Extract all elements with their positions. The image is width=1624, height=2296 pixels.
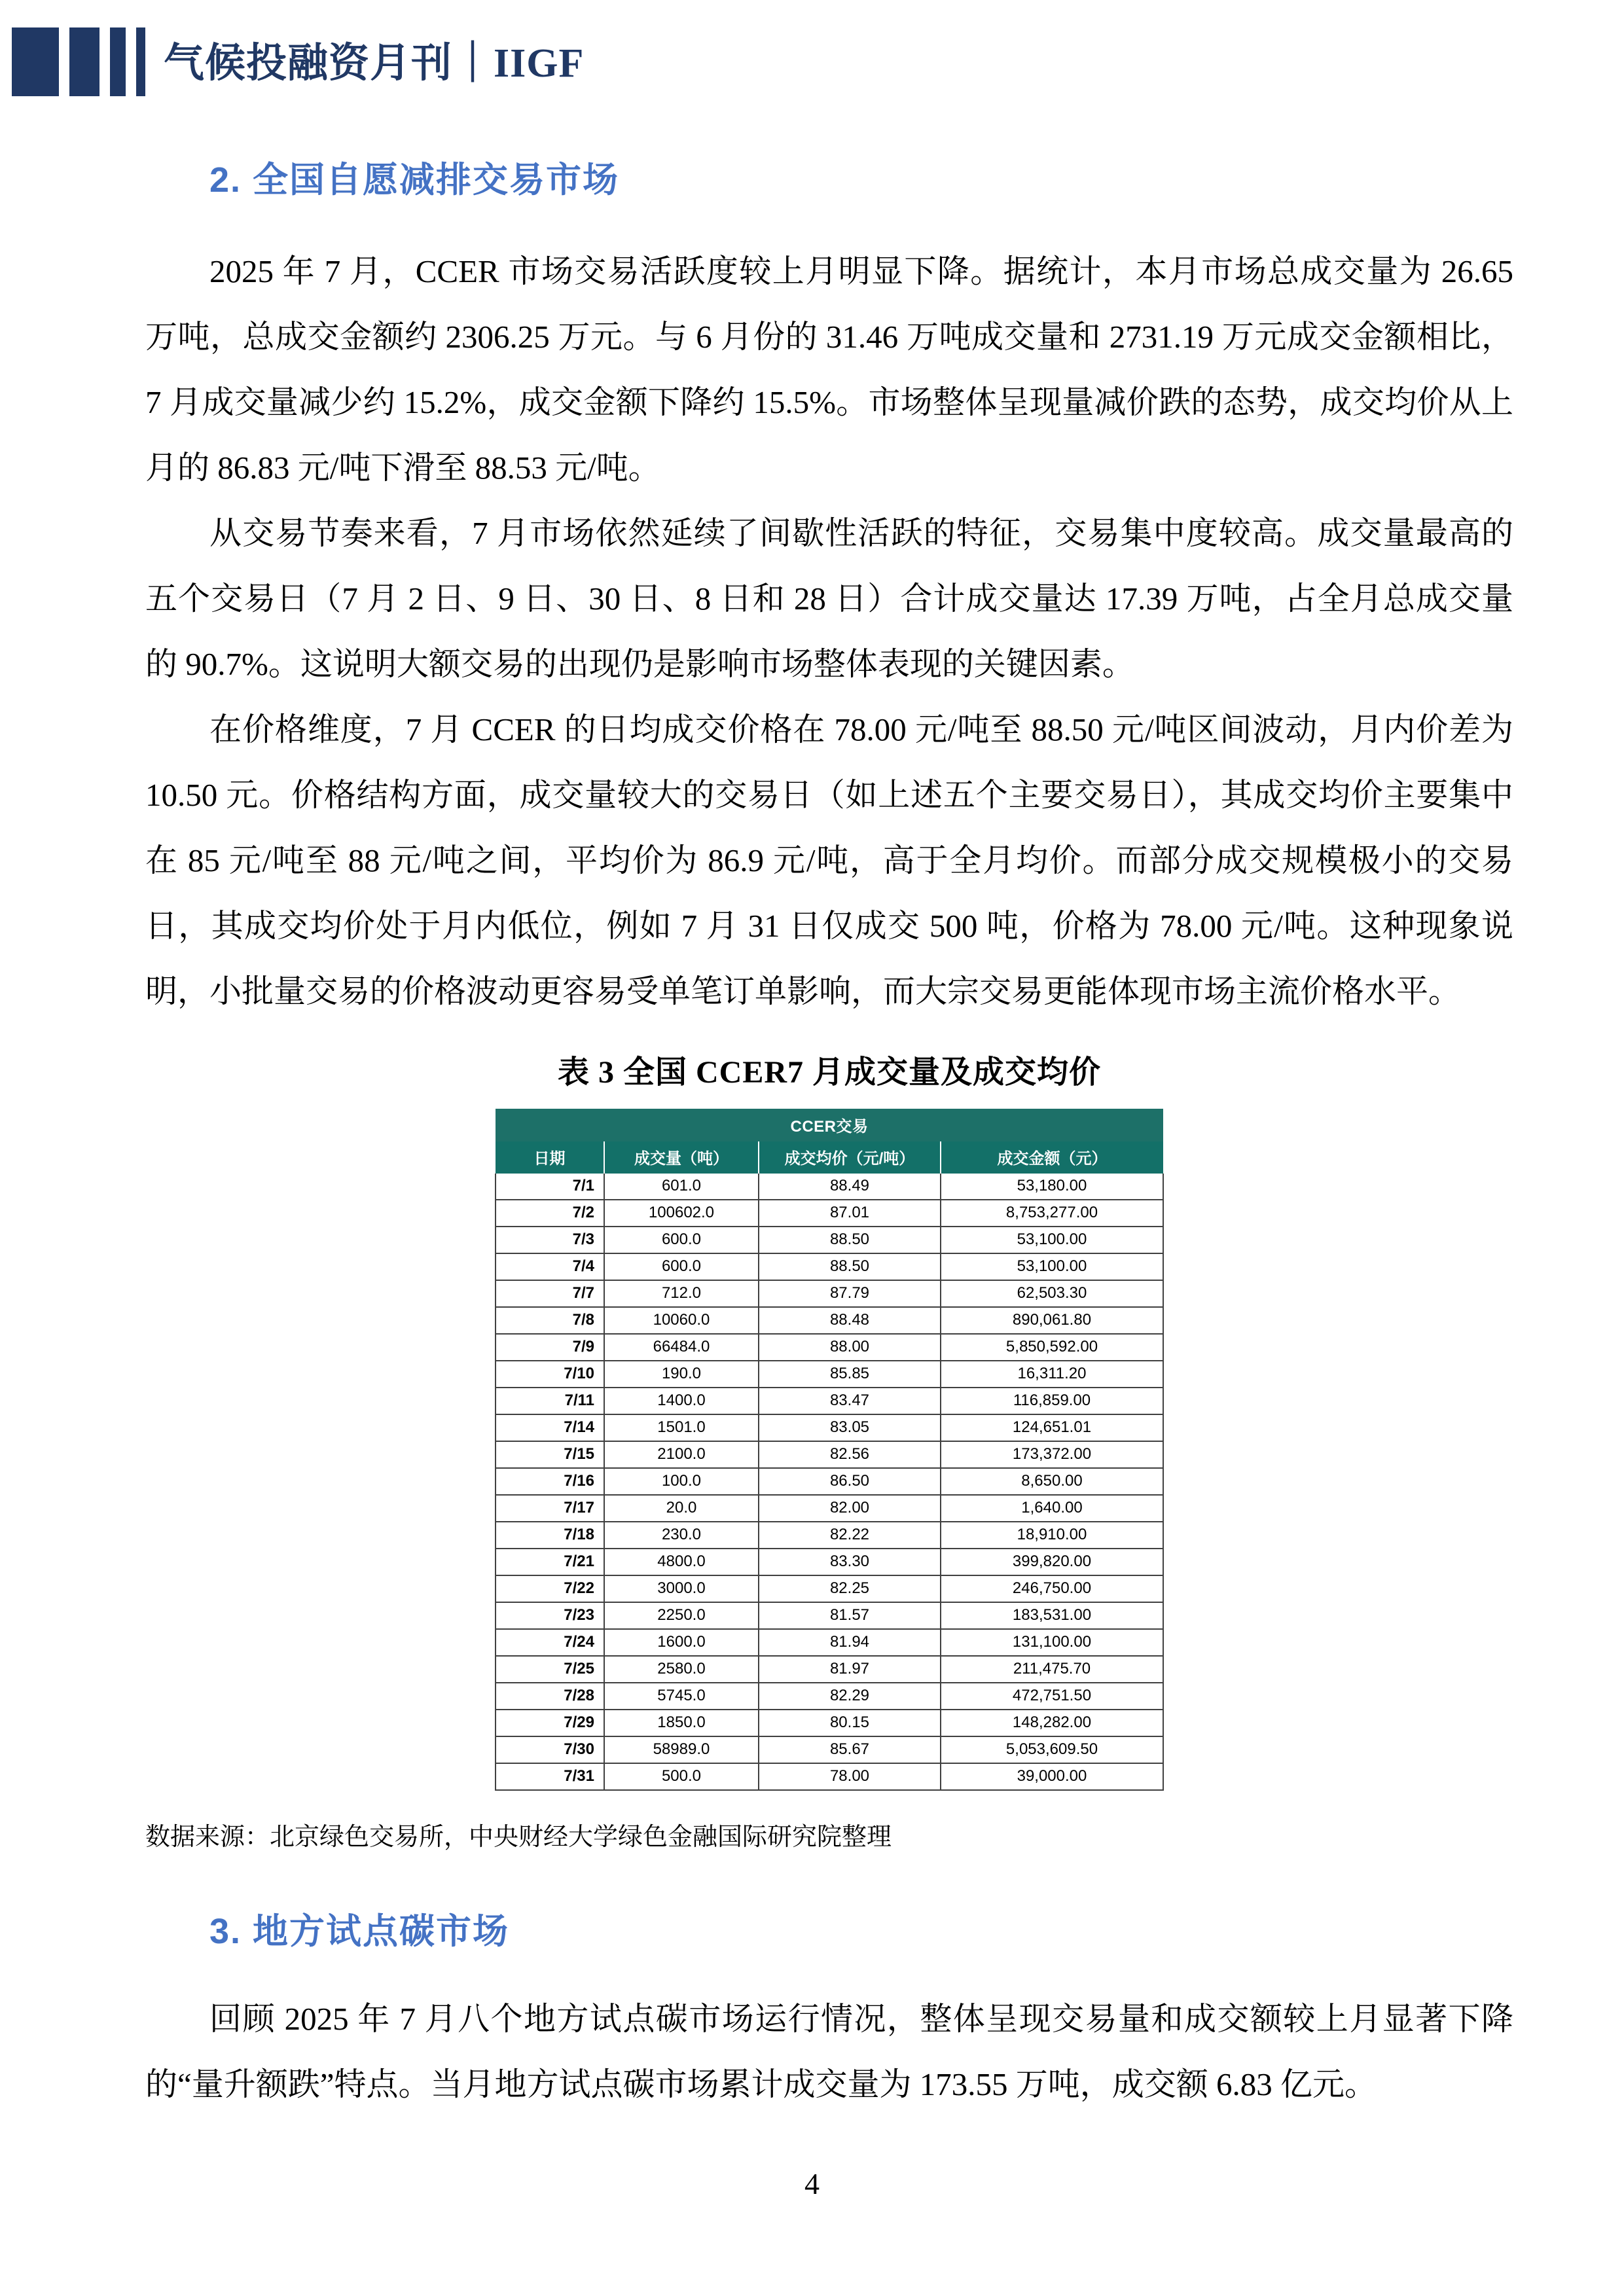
cell-avg-price: 83.47 — [759, 1388, 941, 1414]
cell-date: 7/11 — [496, 1388, 604, 1414]
cell-volume: 66484.0 — [604, 1334, 759, 1361]
cell-date: 7/3 — [496, 1227, 604, 1253]
table-row — [496, 1468, 1163, 1495]
cell-avg-price: 82.22 — [759, 1522, 941, 1549]
table-row — [496, 1414, 1163, 1441]
cell-volume: 601.0 — [604, 1174, 759, 1200]
cell-avg-price: 82.25 — [759, 1575, 941, 1602]
cell-volume: 100602.0 — [604, 1200, 759, 1227]
cell-date: 7/16 — [496, 1468, 604, 1495]
cell-volume: 1600.0 — [604, 1629, 759, 1656]
cell-avg-price: 82.00 — [759, 1495, 941, 1522]
cell-avg-price: 82.56 — [759, 1441, 941, 1468]
cell-amount: 124,651.01 — [941, 1414, 1163, 1441]
table-row — [496, 1549, 1163, 1575]
cell-volume: 190.0 — [604, 1361, 759, 1388]
cell-avg-price: 87.01 — [759, 1200, 941, 1227]
cell-amount: 173,372.00 — [941, 1441, 1163, 1468]
spacer — [145, 1791, 1513, 1814]
cell-avg-price: 83.30 — [759, 1549, 941, 1575]
table-source-note: 数据来源：北京绿色交易所，中央财经大学绿色金融国际研究院整理 — [145, 1823, 892, 1851]
table-row — [496, 1602, 1163, 1629]
cell-date: 7/4 — [496, 1253, 604, 1280]
cell-avg-price: 81.57 — [759, 1602, 941, 1629]
cell-amount: 16,311.20 — [941, 1361, 1163, 1388]
cell-date: 7/30 — [496, 1736, 604, 1763]
cell-amount: 8,650.00 — [941, 1468, 1163, 1495]
table-caption: 表 3 全国 CCER7 月成交量及成交均价 — [557, 1055, 1101, 1090]
cell-date: 7/15 — [496, 1441, 604, 1468]
cell-date: 7/22 — [496, 1575, 604, 1602]
document-body — [145, 152, 1513, 2117]
cell-amount: 8,753,277.00 — [941, 1200, 1163, 1227]
cell-date: 7/9 — [496, 1334, 604, 1361]
cell-volume: 58989.0 — [604, 1736, 759, 1763]
cell-amount: 53,180.00 — [941, 1174, 1163, 1200]
cell-avg-price: 81.94 — [759, 1629, 941, 1656]
table-row — [496, 1253, 1163, 1280]
cell-date: 7/2 — [496, 1200, 604, 1227]
paragraph-ccer-overview: 2025 年 7 月，CCER 市场交易活跃度较上月明显下降。据统计，本月市场总成交量为 26.65 万吨，总成交金额约 2306.25 万元。与 6 月份的 31.46 万吨成交量和 2731.19 万元成交金额相比，7 月成交量减少约 15.2%，成交金额下降约 15.5%。市场整体呈现量减价跌的态势，成交均价从上月的 86.83 元/吨下滑至 88.53 元/吨。 — [145, 253, 1513, 486]
ccer-monthly-table — [495, 1109, 1164, 1791]
table-row — [496, 1227, 1163, 1253]
cell-amount: 131,100.00 — [941, 1629, 1163, 1656]
cell-volume: 100.0 — [604, 1468, 759, 1495]
page-header — [0, 0, 1624, 131]
table-row — [496, 1495, 1163, 1522]
cell-date: 7/31 — [496, 1763, 604, 1790]
section-heading-2: 2. 全国自愿减排交易市场 — [209, 160, 620, 200]
spacer — [145, 202, 1513, 239]
cell-avg-price: 81.97 — [759, 1656, 941, 1683]
cell-volume: 3000.0 — [604, 1575, 759, 1602]
table-row — [496, 1388, 1163, 1414]
page-number: 4 — [804, 2167, 820, 2200]
logo-bar-3 — [110, 27, 126, 96]
cell-amount: 472,751.50 — [941, 1683, 1163, 1710]
cell-date: 7/7 — [496, 1280, 604, 1307]
cell-amount: 39,000.00 — [941, 1763, 1163, 1790]
cell-date: 7/14 — [496, 1414, 604, 1441]
cell-volume: 1850.0 — [604, 1710, 759, 1736]
table-row — [496, 1629, 1163, 1656]
cell-avg-price: 82.29 — [759, 1683, 941, 1710]
cell-amount: 399,820.00 — [941, 1549, 1163, 1575]
spacer — [145, 1860, 1513, 1903]
column-header-amount: 成交金额（元） — [941, 1141, 1163, 1174]
spacer — [145, 1092, 1513, 1109]
cell-avg-price: 88.00 — [759, 1334, 941, 1361]
spacer — [145, 1024, 1513, 1047]
cell-volume: 600.0 — [604, 1227, 759, 1253]
table-header-row — [496, 1141, 1163, 1174]
iigf-logo-bars-icon — [12, 27, 156, 96]
cell-volume: 1400.0 — [604, 1388, 759, 1414]
cell-avg-price: 80.15 — [759, 1710, 941, 1736]
table-body — [496, 1174, 1163, 1790]
table-row — [496, 1683, 1163, 1710]
column-header-avg-price: 成交均价（元/吨） — [759, 1141, 941, 1174]
cell-volume: 600.0 — [604, 1253, 759, 1280]
cell-date: 7/23 — [496, 1602, 604, 1629]
table-row — [496, 1334, 1163, 1361]
cell-date: 7/21 — [496, 1549, 604, 1575]
cell-amount: 5,850,592.00 — [941, 1334, 1163, 1361]
paragraph-local-pilot-markets: 回顾 2025 年 7 月八个地方试点碳市场运行情况，整体呈现交易量和成交额较上月显著下降的“量升额跌”特点。当月地方试点碳市场累计成交量为 173.55 万吨，成交额 6.83 亿元。 — [145, 2001, 1513, 2102]
publication-title: 气候投融资月刊｜IIGF — [164, 41, 585, 86]
table-row — [496, 1575, 1163, 1602]
cell-volume: 2580.0 — [604, 1656, 759, 1683]
cell-amount: 5,053,609.50 — [941, 1736, 1163, 1763]
table-row — [496, 1361, 1163, 1388]
cell-amount: 116,859.00 — [941, 1388, 1163, 1414]
column-header-date: 日期 — [496, 1141, 604, 1174]
cell-amount: 53,100.00 — [941, 1227, 1163, 1253]
table-row — [496, 1656, 1163, 1683]
cell-date: 7/1 — [496, 1174, 604, 1200]
cell-amount: 246,750.00 — [941, 1575, 1163, 1602]
table-row — [496, 1200, 1163, 1227]
cell-avg-price: 87.79 — [759, 1280, 941, 1307]
cell-avg-price: 85.85 — [759, 1361, 941, 1388]
cell-volume: 5745.0 — [604, 1683, 759, 1710]
table-row — [496, 1307, 1163, 1334]
cell-volume: 2100.0 — [604, 1441, 759, 1468]
table-row — [496, 1441, 1163, 1468]
table-row — [496, 1763, 1163, 1790]
cell-amount: 18,910.00 — [941, 1522, 1163, 1549]
paragraph-price-dimension: 在价格维度，7 月 CCER 的日均成交价格在 78.00 元/吨至 88.50 元/吨区间波动，月内价差为 10.50 元。价格结构方面，成交量较大的交易日（如上述五个主要交易日），其成交均价主要集中在 85 元/吨至 88 元/吨之间，平均价为 86.9 元/吨，高于全月均价。而部分成交规模极小的交易日，其成交均价处于月内低位，例如 7 月 31 日仅成交 500 吨，价格为 78.00 元/吨。这种现象说明，小批量交易的价格波动更容易受单笔订单影响，而大宗交易更能体现市场主流价格水平。 — [145, 711, 1513, 1009]
cell-avg-price: 88.50 — [759, 1253, 941, 1280]
cell-volume: 230.0 — [604, 1522, 759, 1549]
cell-volume: 500.0 — [604, 1763, 759, 1790]
cell-amount: 183,531.00 — [941, 1602, 1163, 1629]
cell-volume: 2250.0 — [604, 1602, 759, 1629]
cell-date: 7/24 — [496, 1629, 604, 1656]
cell-date: 7/25 — [496, 1656, 604, 1683]
logo-bar-1 — [12, 27, 59, 96]
cell-avg-price: 88.50 — [759, 1227, 941, 1253]
table-row — [496, 1280, 1163, 1307]
cell-avg-price: 88.49 — [759, 1174, 941, 1200]
cell-amount: 148,282.00 — [941, 1710, 1163, 1736]
cell-amount: 211,475.70 — [941, 1656, 1163, 1683]
cell-amount: 890,061.80 — [941, 1307, 1163, 1334]
table-title-cell: CCER交易 — [496, 1109, 1163, 1141]
cell-volume: 10060.0 — [604, 1307, 759, 1334]
section-heading-3: 3. 地方试点碳市场 — [209, 1912, 510, 1951]
cell-amount: 62,503.30 — [941, 1280, 1163, 1307]
cell-date: 7/18 — [496, 1522, 604, 1549]
table-row — [496, 1710, 1163, 1736]
cell-avg-price: 78.00 — [759, 1763, 941, 1790]
logo-bar-4 — [136, 27, 145, 96]
cell-volume: 4800.0 — [604, 1549, 759, 1575]
column-header-volume: 成交量（吨） — [604, 1141, 759, 1174]
table-row — [496, 1736, 1163, 1763]
cell-date: 7/28 — [496, 1683, 604, 1710]
cell-date: 7/29 — [496, 1710, 604, 1736]
cell-volume: 20.0 — [604, 1495, 759, 1522]
cell-volume: 1501.0 — [604, 1414, 759, 1441]
cell-amount: 1,640.00 — [941, 1495, 1163, 1522]
cell-avg-price: 85.67 — [759, 1736, 941, 1763]
table-row — [496, 1174, 1163, 1200]
cell-date: 7/8 — [496, 1307, 604, 1334]
cell-volume: 712.0 — [604, 1280, 759, 1307]
table-head — [496, 1109, 1163, 1174]
table-title-row — [496, 1109, 1163, 1141]
cell-avg-price: 86.50 — [759, 1468, 941, 1495]
cell-amount: 53,100.00 — [941, 1253, 1163, 1280]
table-row — [496, 1522, 1163, 1549]
cell-date: 7/17 — [496, 1495, 604, 1522]
cell-date: 7/10 — [496, 1361, 604, 1388]
spacer — [145, 1954, 1513, 1986]
logo-bar-2 — [69, 27, 99, 96]
cell-avg-price: 88.48 — [759, 1307, 941, 1334]
cell-avg-price: 83.05 — [759, 1414, 941, 1441]
table-container — [145, 1109, 1513, 1791]
paragraph-trading-rhythm: 从交易节奏来看，7 月市场依然延续了间歇性活跃的特征，交易集中度较高。成交量最高的五个交易日（7 月 2 日、9 日、30 日、8 日和 28 日）合计成交量达 17.39 万吨，占全月总成交量的 90.7%。这说明大额交易的出现仍是影响市场整体表现的关键因素。 — [145, 515, 1513, 682]
